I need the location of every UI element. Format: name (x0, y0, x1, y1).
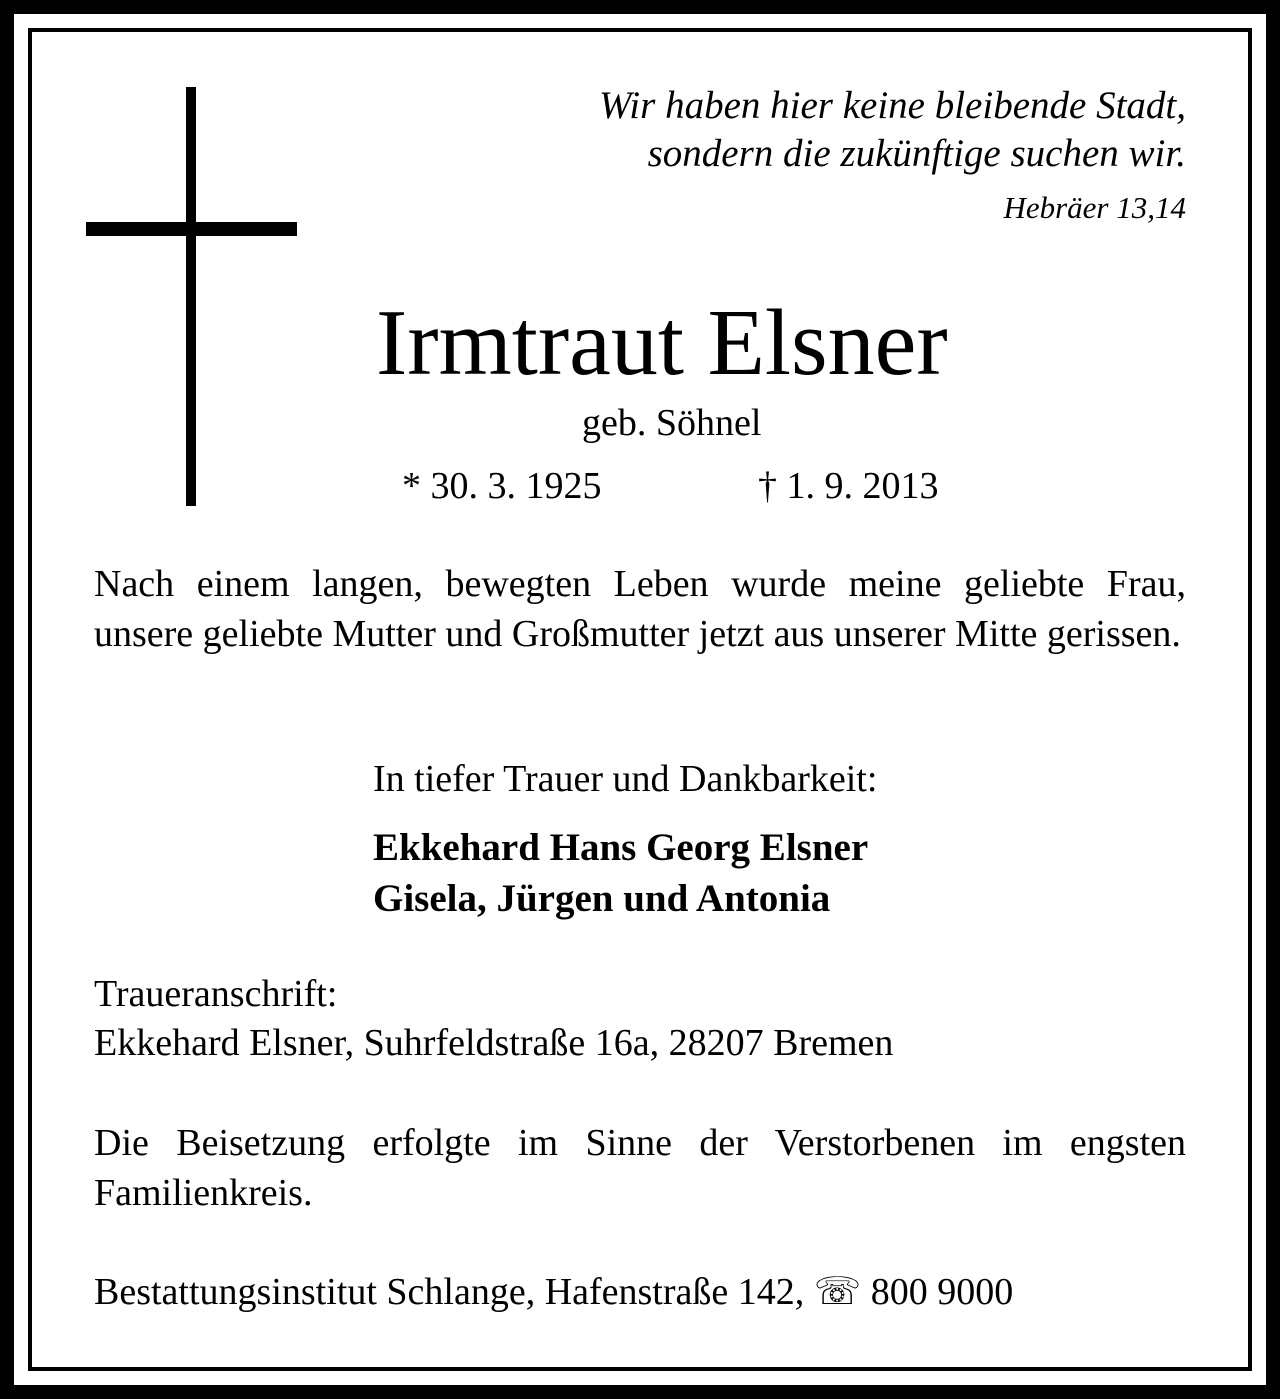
address-value: Ekkehard Elsner, Suhrfeldstraße 16a, 28207 Bremen (94, 1022, 894, 1064)
undertaker-info: Bestattungsinstitut Schlange, Hafenstraße 142, ☏ 800 9000 (94, 1271, 1014, 1313)
cross-icon (186, 87, 196, 506)
announcement-text: Nach einem langen, bewegten Leben wurde meine geliebte Frau, unsere geliebte Mutter und Großmutter jetzt aus unserer Mitte gerissen. (94, 563, 1186, 655)
maiden-name: geb. Söhnel (582, 402, 762, 444)
bible-quote-line: Wir haben hier keine bleibende Stadt, (598, 84, 1186, 127)
address-label: Traueranschrift: (94, 973, 338, 1015)
death-date: † 1. 9. 2013 (758, 465, 939, 507)
birth-date: * 30. 3. 1925 (402, 465, 602, 507)
bible-reference: Hebräer 13,14 (1003, 190, 1186, 225)
mourners-list (373, 822, 868, 924)
bible-quote-line: sondern die zukünftige suchen wir. (647, 132, 1186, 175)
cross-icon-beam (86, 222, 297, 236)
mourning-intro: In tiefer Trauer und Dankbarkeit: (373, 758, 878, 800)
burial-note: Die Beisetzung erfolgte im Sinne der Verstorbenen im engsten Familienkreis. (94, 1122, 1186, 1214)
mourner-name: Ekkehard Hans Georg Elsner (373, 826, 869, 869)
mourner-name: Gisela, Jürgen und Antonia (373, 877, 831, 920)
mourning-address (94, 970, 893, 1068)
deceased-name: Irmtraut Elsner (376, 291, 948, 395)
bible-quote (426, 82, 1186, 178)
